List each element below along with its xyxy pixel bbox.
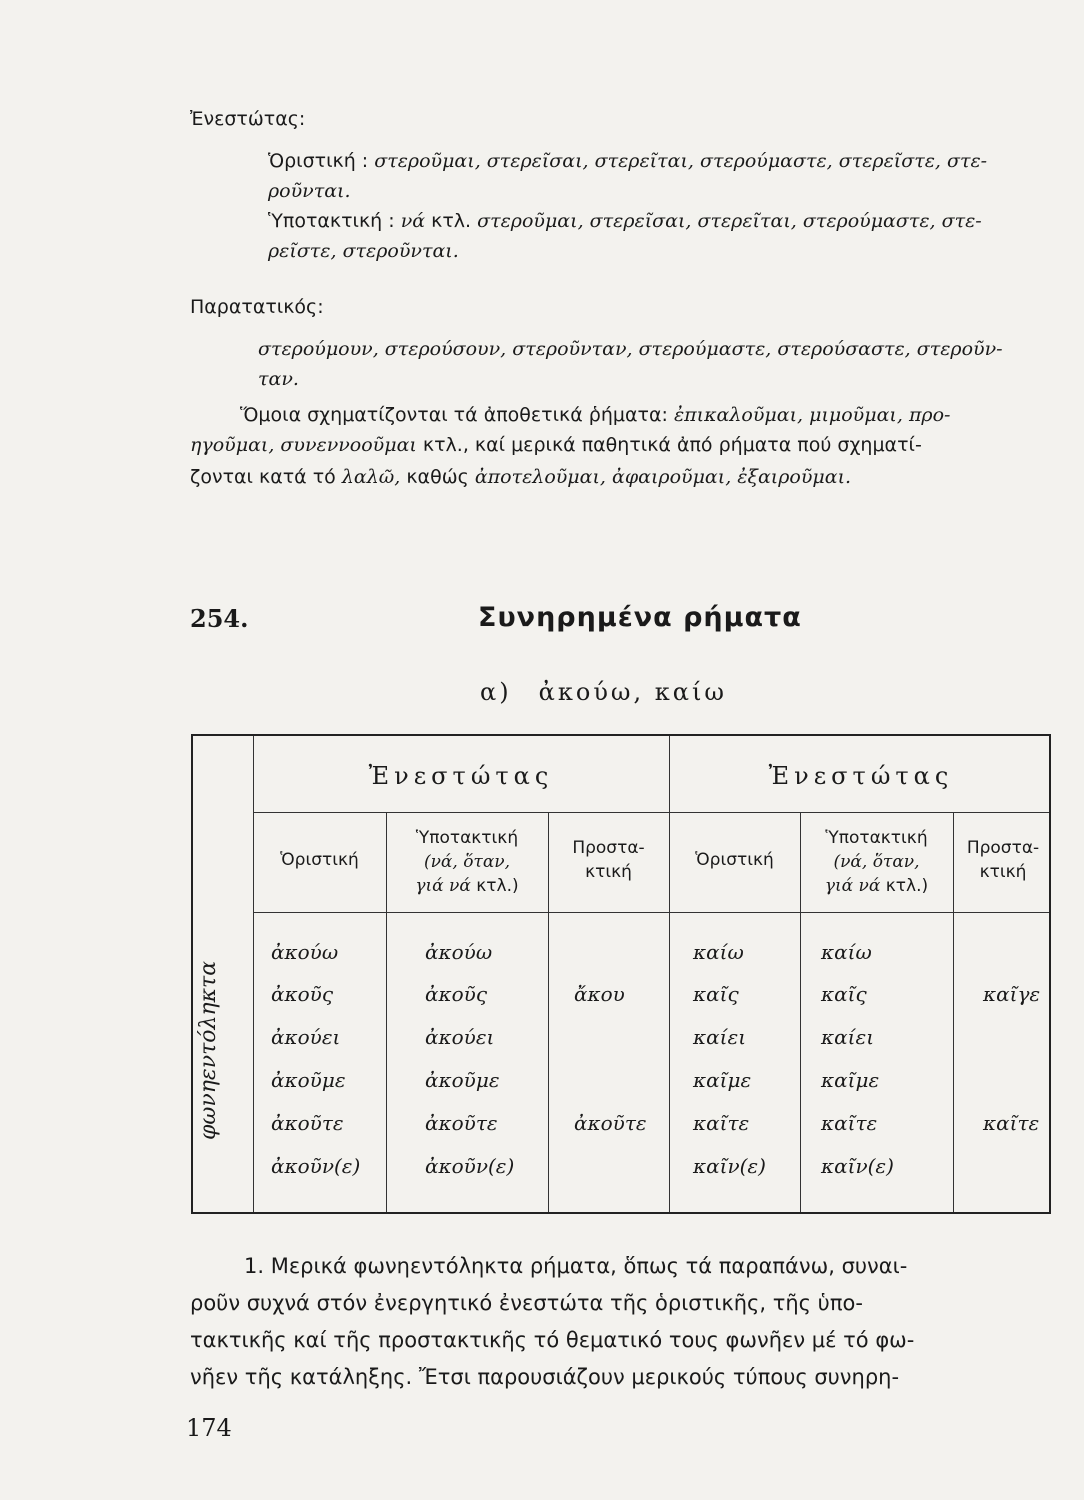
subjunctive-forms: στεροῦμαι, στερεῖσαι, στερεῖται, στερούμαστε, στε- bbox=[477, 210, 982, 232]
col-header-imperative-left: Προστα- κτική bbox=[572, 838, 645, 882]
verb-form-akouo-ind-6: ἀκοῦν(ε) bbox=[271, 1154, 361, 1178]
note-line-4: νῆεν τῆς κατάληξης. Ἔτσι παρουσιάζουν μερικούς τύπους συνηρη- bbox=[190, 1365, 900, 1389]
subjunctive-line-1 bbox=[268, 206, 982, 236]
subjunctive-line-2: ρεῖστε, στεροῦνται. bbox=[268, 240, 459, 262]
verb-form-kaio-subj-3: καίει bbox=[821, 1025, 875, 1049]
section-title: Συνηρημένα ρήματα bbox=[478, 602, 802, 633]
verb-form-akouo-subj-5: ἀκοῦτε bbox=[425, 1111, 498, 1135]
col-header-indicative-right: Ὁριστική bbox=[695, 850, 774, 870]
similar-line-2 bbox=[190, 430, 922, 460]
sub-heading bbox=[480, 678, 727, 706]
verb-form-kaio-ind-1: καίω bbox=[693, 940, 744, 964]
imperfect-line-1: στερούμουν, στερούσουν, στεροῦνταν, στερούμαστε, στερούσαστε, στεροῦν- bbox=[258, 338, 1003, 360]
verb-form-kaio-ind-5: καῖτε bbox=[693, 1111, 750, 1135]
verb-form-akouo-ind-4: ἀκοῦμε bbox=[271, 1068, 346, 1092]
verb-form-akouo-imp-5: ἀκοῦτε bbox=[574, 1111, 647, 1135]
verb-form-akouo-subj-4: ἀκοῦμε bbox=[425, 1068, 500, 1092]
subjunctive-na: νά bbox=[400, 210, 426, 232]
similar-line-3 bbox=[190, 462, 851, 492]
vertical-side-label: φωνηεντόληκτα bbox=[196, 960, 221, 1140]
note-line-2: ροῦν συχνά στόν ἐνεργητικό ἐνεστώτα τῆς ὁριστικῆς, τῆς ὑπο- bbox=[190, 1291, 863, 1315]
conjugation-table bbox=[191, 734, 1051, 1214]
note-line-3: τακτικῆς καί τῆς προστακτικῆς τό θεματικό τους φωνῆεν μέ τό φω- bbox=[190, 1328, 915, 1352]
verb-form-akouo-ind-1: ἀκούω bbox=[271, 940, 339, 964]
indicative-line-2: ροῦνται. bbox=[268, 180, 351, 202]
indicative-label: Ὁριστική : bbox=[268, 150, 369, 172]
verb-form-akouo-subj-6: ἀκοῦν(ε) bbox=[425, 1154, 515, 1178]
verb-form-akouo-subj-3: ἀκούει bbox=[425, 1025, 495, 1049]
similar-text-g: καθώς bbox=[406, 466, 469, 488]
verb-form-akouo-ind-3: ἀκούει bbox=[271, 1025, 341, 1049]
imperfect-label: Παρατατικός: bbox=[190, 296, 324, 318]
verb-form-akouo-subj-2: ἀκοῦς bbox=[425, 982, 488, 1006]
verb-form-kaio-imp-2: καῖγε bbox=[983, 982, 1041, 1006]
verb-form-kaio-subj-2: καῖς bbox=[821, 982, 867, 1006]
col-header-subjunctive-left: Ὑποτακτική (νά, ὅταν, γιά νά κτλ.) bbox=[415, 828, 519, 896]
similar-text-b: ἐπικαλοῦμαι, μιμοῦμαι, προ- bbox=[673, 404, 951, 426]
note-line-1: 1. Μερικά φωνηεντόληκτα ρήματα, ὅπως τά παραπάνω, συναι- bbox=[244, 1254, 908, 1278]
verb-form-kaio-ind-4: καῖμε bbox=[693, 1068, 752, 1092]
tense-header-left: Ἐνεστώτας bbox=[368, 762, 554, 790]
similar-text-h: ἀποτελοῦμαι, ἀφαιροῦμαι, ἐξαιροῦμαι. bbox=[474, 466, 852, 488]
sub-heading-label: α) bbox=[480, 678, 512, 706]
verb-form-kaio-subj-1: καίω bbox=[821, 940, 872, 964]
indicative-line-1 bbox=[268, 146, 987, 176]
imperfect-line-2: ταν. bbox=[258, 368, 299, 390]
present-label: Ἐνεστώτας: bbox=[190, 108, 306, 130]
similar-line-1 bbox=[240, 400, 950, 430]
verb-form-kaio-subj-4: καῖμε bbox=[821, 1068, 880, 1092]
subjunctive-label: Ὑποτακτική : bbox=[268, 210, 395, 232]
verb-form-kaio-ind-2: καῖς bbox=[693, 982, 739, 1006]
verb-form-kaio-ind-6: καῖν(ε) bbox=[693, 1154, 766, 1178]
tense-header-right: Ἐνεστώτας bbox=[768, 762, 954, 790]
col-header-subjunctive-right: Ὑποτακτική (νά, ὅταν, γιά νά κτλ.) bbox=[824, 828, 929, 896]
similar-text-e: ζονται κατά τό bbox=[190, 466, 336, 488]
verb-form-akouo-subj-1: ἀκούω bbox=[425, 940, 493, 964]
verb-form-kaio-subj-6: καῖν(ε) bbox=[821, 1154, 894, 1178]
verb-form-kaio-imp-5: καῖτε bbox=[983, 1111, 1040, 1135]
verb-form-akouo-ind-2: ἀκοῦς bbox=[271, 982, 334, 1006]
col-header-imperative-right: Προστα- κτική bbox=[966, 838, 1040, 882]
sub-heading-title: ἀκούω, καίω bbox=[538, 678, 727, 706]
page-number: 174 bbox=[186, 1414, 232, 1442]
subjunctive-ktl: κτλ. bbox=[431, 210, 472, 232]
section-number: 254. bbox=[190, 604, 249, 633]
similar-text-f: λαλῶ, bbox=[341, 466, 401, 488]
col-header-indicative-left: Ὁριστική bbox=[280, 850, 359, 870]
indicative-forms: στεροῦμαι, στερεῖσαι, στερεῖται, στερούμαστε, στερεῖστε, στε- bbox=[374, 150, 988, 172]
verb-form-akouo-ind-5: ἀκοῦτε bbox=[271, 1111, 344, 1135]
verb-form-akouo-imp-2: ἄκου bbox=[574, 982, 625, 1006]
verb-form-kaio-ind-3: καίει bbox=[693, 1025, 747, 1049]
similar-text-c: ηγοῦμαι, συνεννοοῦμαι bbox=[190, 434, 417, 456]
similar-text-d: κτλ., καί μερικά παθητικά ἀπό ρήματα πού σχηματί- bbox=[422, 434, 922, 456]
verb-form-kaio-subj-5: καῖτε bbox=[821, 1111, 878, 1135]
similar-text-a: Ὅμοια σχηματίζονται τά ἀποθετικά ῥήματα: bbox=[240, 404, 668, 426]
